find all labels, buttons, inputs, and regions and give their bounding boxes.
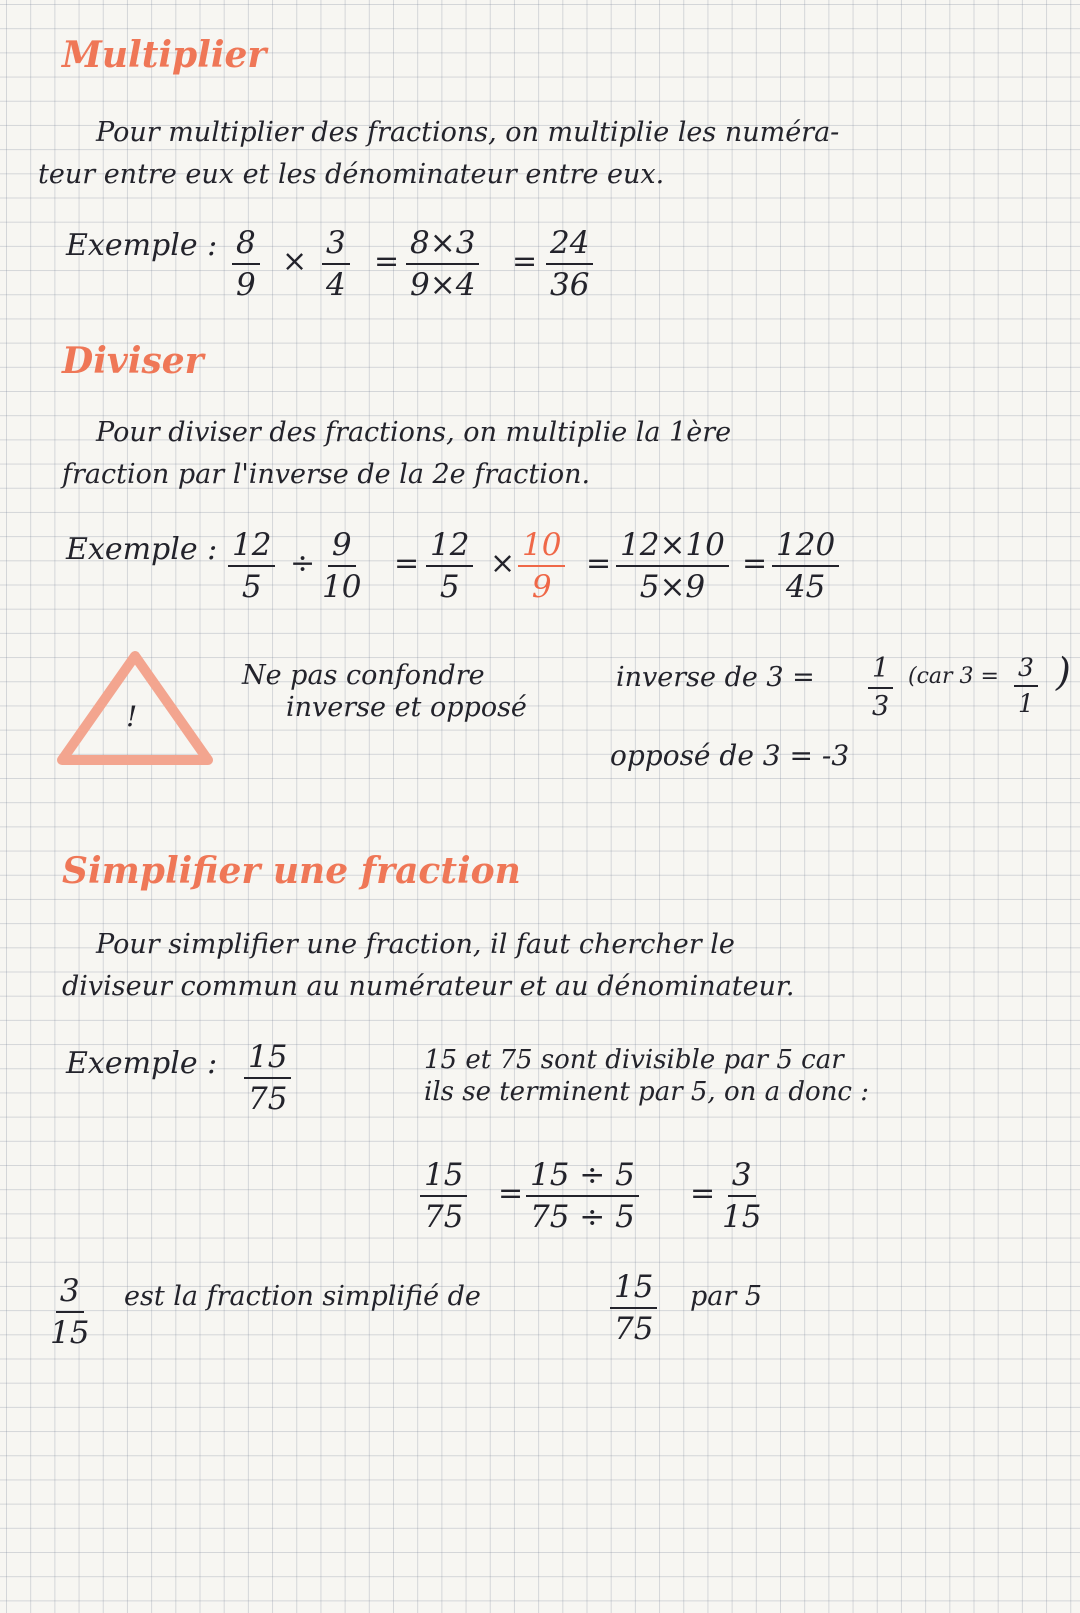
simplifier-explain xyxy=(424,1044,869,1108)
simplifier-calc-fraction-1 xyxy=(420,1158,467,1234)
denominator: 75 xyxy=(248,1081,288,1117)
numerator: 3 xyxy=(1014,654,1038,687)
numerator: 12 xyxy=(426,528,473,567)
multiplier-fraction-1 xyxy=(232,226,260,302)
numerator: 3 xyxy=(56,1274,84,1313)
multiply-operator: × xyxy=(490,546,516,581)
conclusion-text: est la fraction simplifié de xyxy=(124,1281,481,1312)
numerator: 15 xyxy=(610,1270,657,1309)
denominator: 10 xyxy=(322,569,362,605)
section-title-diviser: Diviser xyxy=(62,340,204,382)
numerator: 24 xyxy=(546,226,593,265)
numerator: 10 xyxy=(518,528,565,567)
multiplier-text-line2: teur entre eux et les dénominateur entre eux. xyxy=(38,159,665,190)
inverse-fraction xyxy=(868,654,893,722)
warning-text xyxy=(242,660,527,724)
numerator: 1 xyxy=(868,654,893,689)
denominator: 45 xyxy=(785,569,826,605)
multiplier-fraction-2 xyxy=(322,226,350,302)
numerator: 15 xyxy=(244,1040,291,1079)
denominator: 5 xyxy=(241,569,262,605)
numerator: 12 xyxy=(228,528,275,567)
numerator: 3 xyxy=(322,226,350,265)
multiplier-text-line1: Pour multiplier des fractions, on multiplie les numéra- xyxy=(96,117,840,148)
numerator: 8×3 xyxy=(406,226,479,265)
diviser-text-line2: fraction par l'inverse de la 2e fraction. xyxy=(62,459,591,490)
warning-exclamation: ! xyxy=(126,700,138,733)
inverse-label: inverse de 3 = xyxy=(616,662,815,693)
inverse-close-paren: ) xyxy=(1056,650,1071,694)
equals-sign: = xyxy=(512,244,538,279)
denominator: 15 xyxy=(722,1199,762,1235)
denominator: 1 xyxy=(1018,689,1034,718)
numerator: 15 ÷ 5 xyxy=(526,1158,639,1197)
diviser-inverse-fraction xyxy=(518,528,565,604)
inverse-car-fraction xyxy=(1014,654,1038,718)
equals-sign: = xyxy=(498,1176,524,1211)
simplifier-calc-fraction-2 xyxy=(526,1158,639,1234)
oppose-line: opposé de 3 = -3 xyxy=(610,739,850,772)
numerator: 120 xyxy=(772,528,839,567)
numerator: 8 xyxy=(232,226,260,265)
equals-sign: = xyxy=(586,546,612,581)
multiplier-example-label: Exemple : xyxy=(66,228,218,263)
divide-operator: ÷ xyxy=(290,546,316,581)
denominator: 9×4 xyxy=(410,267,476,303)
conclusion-tail: par 5 xyxy=(690,1281,763,1312)
denominator: 9 xyxy=(531,569,552,605)
equals-sign: = xyxy=(394,546,420,581)
diviser-fraction-1 xyxy=(228,528,275,604)
numerator: 3 xyxy=(728,1158,756,1197)
denominator: 9 xyxy=(236,267,256,303)
equals-sign: = xyxy=(742,546,768,581)
numerator: 12×10 xyxy=(616,528,729,567)
simplifier-explain-line2: ils se terminent par 5, on a donc : xyxy=(424,1077,870,1107)
inverse-car-text: (car 3 = xyxy=(908,664,999,689)
denominator: 75 xyxy=(424,1199,464,1235)
multiplier-fraction-4 xyxy=(546,226,593,302)
denominator: 36 xyxy=(550,267,590,303)
numerator: 15 xyxy=(420,1158,467,1197)
denominator: 5×9 xyxy=(639,569,706,605)
diviser-fraction-5 xyxy=(616,528,729,604)
diviser-example-label: Exemple : xyxy=(66,532,218,567)
warning-line2: inverse et opposé xyxy=(286,692,527,723)
denominator: 15 xyxy=(50,1315,90,1351)
conclusion-fraction xyxy=(46,1274,93,1350)
denominator: 75 ÷ 5 xyxy=(530,1199,635,1235)
denominator: 5 xyxy=(439,569,460,605)
simplifier-explain-line1: 15 et 75 sont divisible par 5 car xyxy=(424,1045,844,1075)
simplifier-calc-fraction-3 xyxy=(718,1158,765,1234)
multiplier-fraction-3 xyxy=(406,226,479,302)
simplifier-example-fraction xyxy=(244,1040,291,1116)
simplifier-text-line2: diviseur commun au numérateur et au dénominateur. xyxy=(62,971,795,1002)
conclusion-fraction-2 xyxy=(610,1270,657,1346)
denominator: 3 xyxy=(872,691,890,722)
warning-triangle-icon xyxy=(56,648,214,768)
diviser-fraction-3 xyxy=(426,528,473,604)
equals-sign: = xyxy=(374,244,400,279)
section-title-simplifier: Simplifier une fraction xyxy=(62,850,521,892)
multiply-operator: × xyxy=(282,244,308,279)
diviser-fraction-2 xyxy=(318,528,365,604)
equals-sign: = xyxy=(690,1176,716,1211)
simplifier-example-label: Exemple : xyxy=(66,1046,218,1081)
diviser-fraction-6 xyxy=(772,528,839,604)
denominator: 75 xyxy=(614,1311,654,1347)
simplifier-text-line1: Pour simplifier une fraction, il faut chercher le xyxy=(96,929,735,960)
diviser-text-line1: Pour diviser des fractions, on multiplie la 1ère xyxy=(96,417,732,448)
section-title-multiplier: Multiplier xyxy=(62,34,267,76)
warning-line1: Ne pas confondre xyxy=(242,660,485,691)
numerator: 9 xyxy=(328,528,356,567)
denominator: 4 xyxy=(326,267,346,303)
